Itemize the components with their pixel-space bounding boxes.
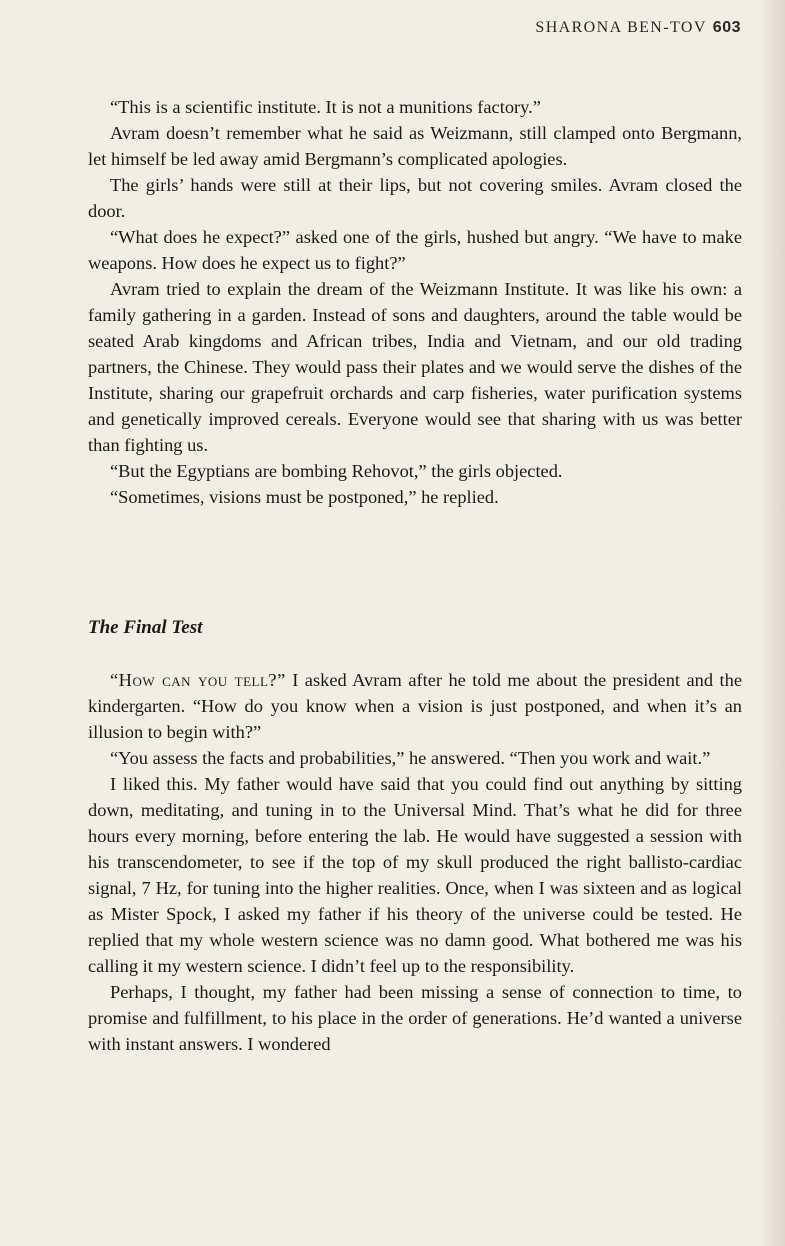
paragraph: “This is a scientific institute. It is not a munitions factory.”	[110, 97, 541, 117]
paragraph: “What does he expect?” asked one of the girls, hushed but angry. “We have to make weapons. How does he expect us to fight?”	[88, 227, 742, 273]
paragraph: Avram doesn’t remember what he said as Weizmann, still clamped onto Bergmann, let himself be led away amid Bergmann’s complicated apologies.	[88, 123, 742, 169]
running-head-author: SHARONA BEN-TOV	[535, 19, 707, 36]
running-head	[535, 19, 741, 37]
page-number: 603	[712, 19, 741, 36]
paragraph: I liked this. My father would have said that you could find out anything by sitting down, meditating, and tuning in to the Universal Mind. That’s what he did for three hours every morning, before entering the lab. He would have suggested a session with his transcendometer, to see if the top of my skull produced the right ballisto-cardiac signal, 7 Hz, for tuning into the higher realities. Once, when I was sixteen and as logical as Mister Spock, I asked my father if his theory of the universe could be tested. He replied that my whole western science was no damn good. What bothered me was his calling it my western science. I didn’t feel up to the responsibility.	[88, 774, 742, 976]
paragraph: Perhaps, I thought, my father had been missing a sense of connection to time, to promise and fulfillment, to his place in the order of generations. He’d wanted a universe with instant answers. I wondered	[88, 982, 742, 1054]
paragraph: The girls’ hands were still at their lips, but not covering smiles. Avram closed the door.	[88, 175, 742, 221]
paragraph: “You assess the facts and probabilities,” he answered. “Then you work and wait.”	[110, 748, 711, 768]
section-two-text	[88, 667, 742, 1057]
paragraph: Avram tried to explain the dream of the Weizmann Institute. It was like his own: a family gathering in a garden. Instead of sons and daughters, around the table would be seated Arab kingdoms and African tribes, India and Vietnam, and our old trading partners, the Chinese. They would pass their plates and we would serve the dishes of the Institute, sharing our grapefruit orchards and carp fisheries, water purification systems and genetically improved cereals. Everyone would see that sharing with us was better than fighting us.	[88, 279, 742, 455]
small-caps-opening: “How can you tell?”	[110, 670, 286, 690]
section-heading: The Final Test	[88, 617, 203, 638]
paragraph: “But the Egyptians are bombing Rehovot,” the girls objected.	[110, 461, 563, 481]
paragraph-continuation: I asked Avram after he told me about the president and the kindergarten. “How do you know when a vision is just postponed, and when it’s an illusion to begin with?”	[88, 670, 742, 742]
paragraph: “Sometimes, visions must be postponed,” he replied.	[110, 487, 499, 507]
paragraph	[88, 667, 742, 745]
section-one-text	[88, 94, 742, 510]
